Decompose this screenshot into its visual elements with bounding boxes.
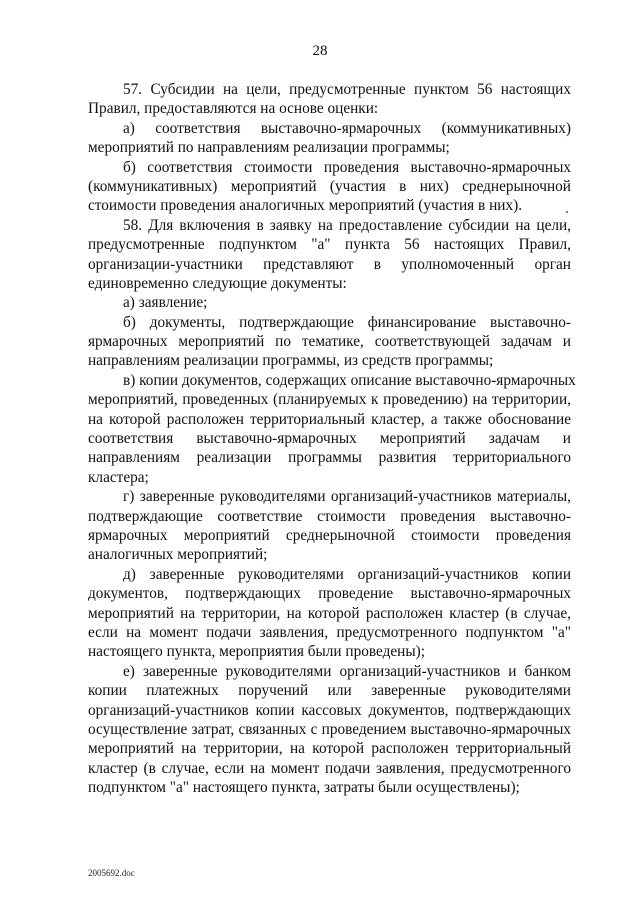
text-line: на которой расположен территориальный кластер, а также обоснование — [88, 410, 571, 428]
text-line: подпунктом "а" настоящего пункта, затраты были осуществлены); — [88, 779, 520, 797]
paragraph-p58 — [88, 216, 571, 294]
text-line: г) заверенные руководителями организаций-участников материалы, — [123, 488, 571, 506]
text-line: направлениям реализации программы, из средств программы; — [88, 352, 494, 370]
text-line: документов, подтверждающих проведение выставочно-ярмарочных — [88, 585, 571, 603]
text-line: осуществление затрат, связанных с проведением выставочно-ярмарочных — [88, 720, 571, 738]
text-line: кластера; — [88, 468, 149, 486]
footer-filename: 2005692.doc — [88, 868, 135, 878]
paragraph-p58g — [88, 487, 571, 565]
text-line: мероприятий на территории, на которой расположен кластер (в случае, — [88, 604, 571, 622]
text-line: соответствия выставочно-ярмарочных мероприятий задачам и — [88, 430, 571, 448]
text-line: б) соответствия стоимости проведения выставочно-ярмарочных — [123, 158, 571, 176]
text-line: ярмарочных мероприятий среднерыночной стоимости проведения — [88, 526, 571, 544]
text-line: ярмарочных мероприятий по тематике, соответствующей задачам и — [88, 333, 571, 351]
paragraph-p58b — [88, 313, 571, 371]
document-body — [88, 80, 576, 797]
paragraph-p57a — [88, 119, 571, 158]
paragraph-p57 — [88, 80, 571, 119]
text-line: д) заверенные руководителями организаций-участников копии — [123, 565, 571, 583]
text-line: 57. Субсидии на цели, предусмотренные пунктом 56 настоящих — [123, 81, 571, 98]
text-line: направлениям реализации программы развития территориального — [88, 449, 571, 467]
text-line: в) копии документов, содержащих описание выставочно-ярмарочных — [123, 371, 576, 389]
text-line: кластер (в случае, если на момент подачи заявления, предусмотренного — [88, 759, 571, 777]
text-line: организации-участники представляют в уполномоченный орган — [88, 255, 571, 273]
text-line: копии платежных поручений или заверенные руководителями — [88, 682, 571, 700]
text-line: если на момент подачи заявления, предусмотренного подпунктом "а" — [88, 623, 571, 641]
text-line: а) заявление; — [123, 294, 208, 312]
text-line: (коммуникативных) мероприятий (участия в них) среднерыночной — [88, 177, 571, 195]
scan-speck — [566, 211, 568, 213]
text-line: подтверждающие соответствие стоимости проведения выставочно- — [88, 507, 571, 525]
paragraph-p58d — [88, 565, 571, 662]
text-line: а) соответствия выставочно-ярмарочных (коммуникативных) — [123, 119, 571, 137]
text-line: Правил, предоставляются на основе оценки: — [88, 100, 379, 118]
text-line: настоящего пункта, мероприятия были проведены); — [88, 643, 425, 661]
text-line: мероприятий, проведенных (планируемых к проведению) на территории, — [88, 391, 571, 409]
paragraph-p58v — [88, 371, 576, 487]
paragraph-p57b — [88, 158, 571, 216]
text-line: е) заверенные руководителями организаций-участников и банком — [123, 662, 571, 680]
text-line: 58. Для включения в заявку на предоставление субсидии на цели, — [123, 216, 571, 234]
text-line: организаций-участников копии кассовых документов, подтверждающих — [88, 701, 571, 719]
text-line: предусмотренные подпунктом "а" пункта 56 настоящих Правил, — [88, 236, 571, 254]
paragraph-p58e — [88, 662, 571, 798]
text-line: мероприятий на территории, на которой расположен территориальный — [88, 740, 571, 758]
text-line: б) документы, подтверждающие финансирование выставочно- — [123, 313, 571, 331]
page-number: 28 — [312, 43, 328, 59]
text-line: мероприятий по направлениям реализации программы; — [88, 139, 450, 157]
text-line: единовременно следующие документы: — [88, 274, 347, 292]
text-line: стоимости проведения аналогичных мероприятий (участия в них). — [88, 197, 523, 215]
paragraph-p58a — [88, 293, 571, 312]
text-line: аналогичных мероприятий; — [88, 546, 268, 564]
